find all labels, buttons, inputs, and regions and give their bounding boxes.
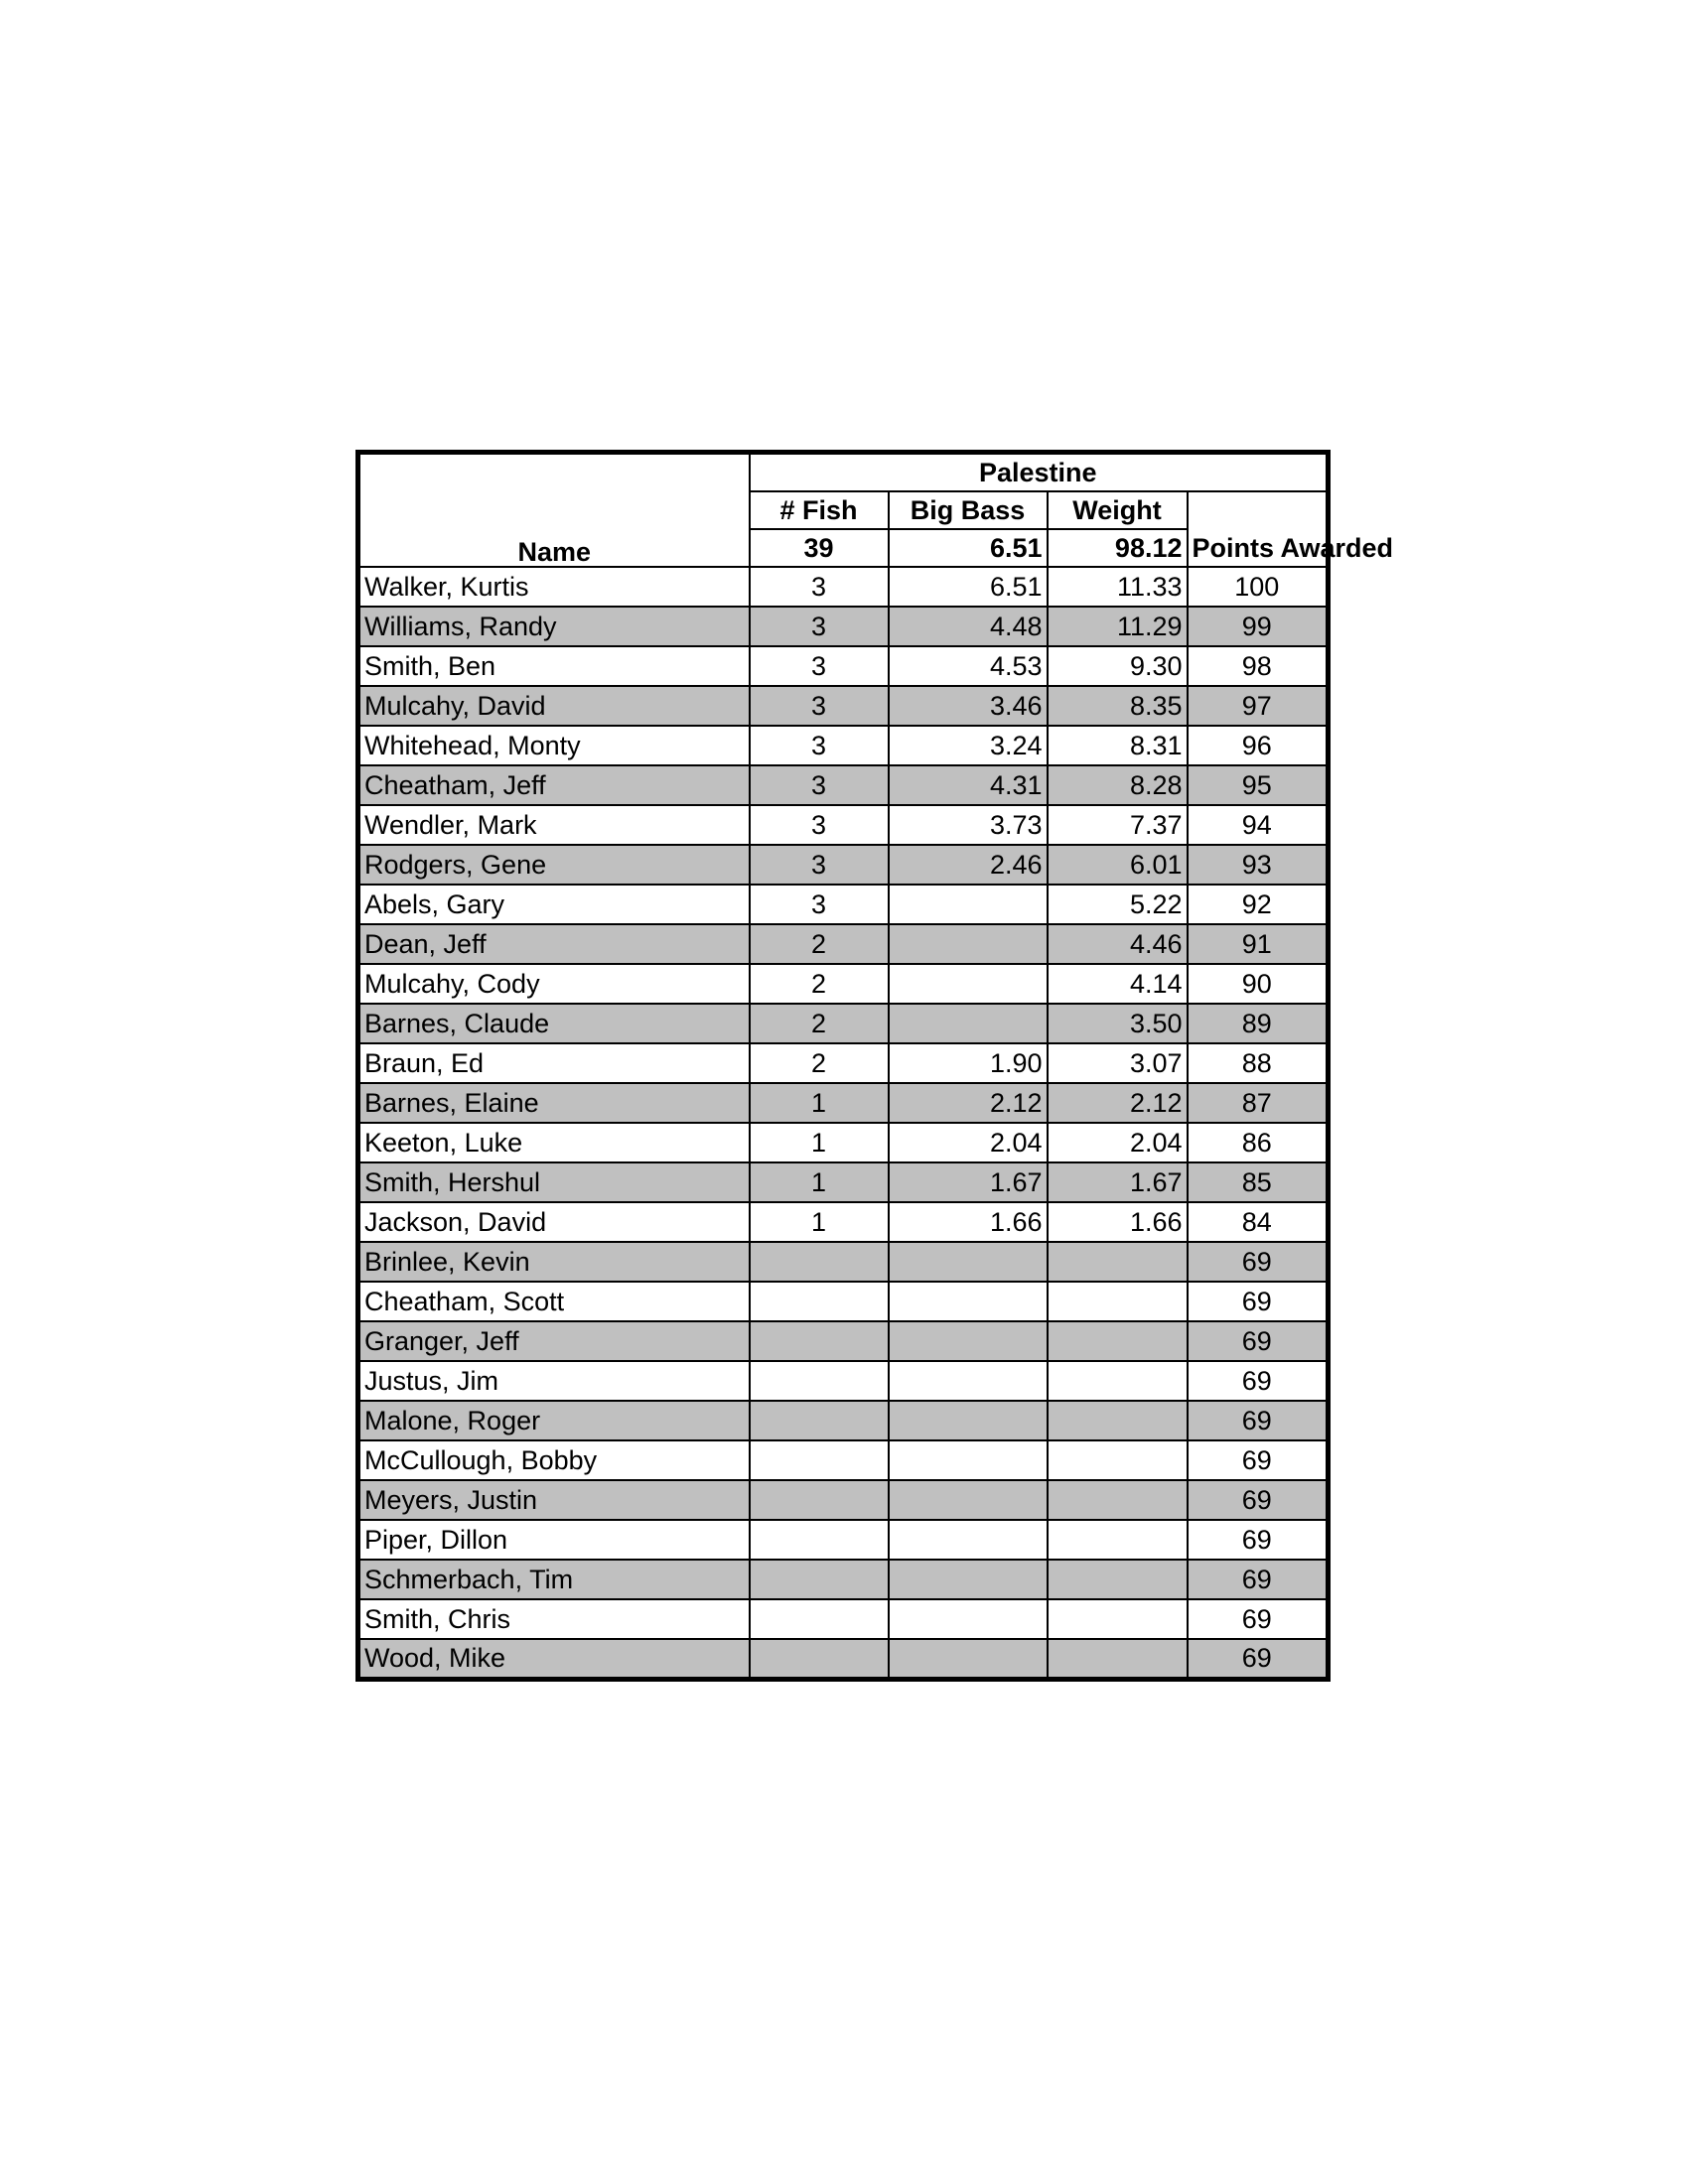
big-bass-cell: 2.12 [889, 1083, 1048, 1123]
weight-cell: 2.04 [1048, 1123, 1188, 1162]
weight-cell: 8.35 [1048, 686, 1188, 726]
fish-cell [750, 1639, 889, 1679]
table-row [358, 1401, 1329, 1440]
weight-cell: 11.29 [1048, 607, 1188, 646]
name-cell: Whitehead, Monty [358, 726, 750, 765]
weight-cell: 5.22 [1048, 885, 1188, 924]
weight-cell: 8.31 [1048, 726, 1188, 765]
big-bass-cell [889, 1282, 1048, 1321]
table-row [358, 1202, 1329, 1242]
results-table [355, 450, 1394, 1682]
header-row-lake [358, 453, 1329, 492]
weight-cell: 8.28 [1048, 765, 1188, 805]
table-row [358, 1123, 1329, 1162]
table-row [358, 1440, 1329, 1480]
points-cell: 100 [1188, 567, 1329, 607]
name-cell: Smith, Chris [358, 1599, 750, 1639]
big-bass-cell [889, 1639, 1048, 1679]
big-bass-total: 6.51 [889, 529, 1048, 567]
name-cell: Williams, Randy [358, 607, 750, 646]
big-bass-cell: 4.53 [889, 646, 1048, 686]
weight-cell [1048, 1440, 1188, 1480]
table-row [358, 1480, 1329, 1520]
big-bass-cell: 1.67 [889, 1162, 1048, 1202]
points-cell: 69 [1188, 1282, 1329, 1321]
name-column-header: Name [358, 453, 750, 568]
name-cell: Schmerbach, Tim [358, 1560, 750, 1599]
points-cell: 84 [1188, 1202, 1329, 1242]
big-bass-cell [889, 885, 1048, 924]
fish-cell: 3 [750, 646, 889, 686]
table-row [358, 646, 1329, 686]
weight-cell [1048, 1520, 1188, 1560]
weight-cell: 4.14 [1048, 964, 1188, 1004]
big-bass-cell: 3.73 [889, 805, 1048, 845]
points-cell: 69 [1188, 1560, 1329, 1599]
points-cell: 69 [1188, 1401, 1329, 1440]
points-cell: 69 [1188, 1361, 1329, 1401]
lake-group-header: Palestine [750, 453, 1329, 492]
big-bass-cell [889, 1242, 1048, 1282]
name-cell: Cheatham, Scott [358, 1282, 750, 1321]
big-bass-cell: 3.24 [889, 726, 1048, 765]
points-cell: 96 [1188, 726, 1329, 765]
big-bass-cell: 3.46 [889, 686, 1048, 726]
weight-total: 98.12 [1048, 529, 1188, 567]
weight-cell: 9.30 [1048, 646, 1188, 686]
points-cell: 88 [1188, 1043, 1329, 1083]
fish-cell [750, 1560, 889, 1599]
table-row [358, 1162, 1329, 1202]
weight-cell [1048, 1321, 1188, 1361]
big-bass-cell [889, 1004, 1048, 1043]
points-cell: 69 [1188, 1480, 1329, 1520]
name-cell: Malone, Roger [358, 1401, 750, 1440]
fish-cell: 3 [750, 686, 889, 726]
big-bass-cell [889, 1599, 1048, 1639]
name-cell: Cheatham, Jeff [358, 765, 750, 805]
name-cell: Jackson, David [358, 1202, 750, 1242]
table-row [358, 1083, 1329, 1123]
table-row [358, 845, 1329, 885]
big-bass-cell: 2.04 [889, 1123, 1048, 1162]
weight-cell [1048, 1361, 1188, 1401]
table-row [358, 1361, 1329, 1401]
big-bass-cell [889, 1480, 1048, 1520]
points-cell: 93 [1188, 845, 1329, 885]
big-bass-cell [889, 1520, 1048, 1560]
fish-cell: 3 [750, 885, 889, 924]
name-cell: Wood, Mike [358, 1639, 750, 1679]
points-cell: 99 [1188, 607, 1329, 646]
big-bass-cell [889, 1361, 1048, 1401]
table-row [358, 607, 1329, 646]
table-row [358, 885, 1329, 924]
points-cell: 86 [1188, 1123, 1329, 1162]
big-bass-cell: 1.66 [889, 1202, 1048, 1242]
fish-cell: 3 [750, 726, 889, 765]
table-header [358, 453, 1394, 568]
big-bass-cell [889, 1321, 1048, 1361]
points-cell: 69 [1188, 1639, 1329, 1679]
weight-cell [1048, 1401, 1188, 1440]
weight-cell: 11.33 [1048, 567, 1188, 607]
name-cell: Justus, Jim [358, 1361, 750, 1401]
table-row [358, 1560, 1329, 1599]
fish-cell [750, 1242, 889, 1282]
fish-cell: 2 [750, 924, 889, 964]
fish-cell: 1 [750, 1123, 889, 1162]
fish-cell [750, 1282, 889, 1321]
fish-cell [750, 1599, 889, 1639]
fish-cell [750, 1361, 889, 1401]
table-row [358, 924, 1329, 964]
points-cell: 97 [1188, 686, 1329, 726]
name-cell: Mulcahy, Cody [358, 964, 750, 1004]
name-cell: Wendler, Mark [358, 805, 750, 845]
big-bass-cell: 1.90 [889, 1043, 1048, 1083]
big-bass-cell [889, 1401, 1048, 1440]
fish-cell: 3 [750, 765, 889, 805]
weight-cell: 7.37 [1048, 805, 1188, 845]
name-cell: Braun, Ed [358, 1043, 750, 1083]
table-row [358, 1043, 1329, 1083]
weight-cell: 1.66 [1048, 1202, 1188, 1242]
points-cell: 69 [1188, 1520, 1329, 1560]
name-cell: Piper, Dillon [358, 1520, 750, 1560]
points-cell: 69 [1188, 1242, 1329, 1282]
fish-cell: 3 [750, 805, 889, 845]
table-row [358, 964, 1329, 1004]
big-bass-cell: 4.48 [889, 607, 1048, 646]
name-cell: Mulcahy, David [358, 686, 750, 726]
fish-cell: 2 [750, 1043, 889, 1083]
name-cell: Smith, Hershul [358, 1162, 750, 1202]
table-row [358, 1599, 1329, 1639]
name-cell: Abels, Gary [358, 885, 750, 924]
points-cell: 69 [1188, 1321, 1329, 1361]
fish-cell: 2 [750, 964, 889, 1004]
name-cell: Granger, Jeff [358, 1321, 750, 1361]
big-bass-cell: 6.51 [889, 567, 1048, 607]
name-cell: Brinlee, Kevin [358, 1242, 750, 1282]
points-cell: 98 [1188, 646, 1329, 686]
name-cell: Keeton, Luke [358, 1123, 750, 1162]
weight-cell [1048, 1242, 1188, 1282]
fish-cell: 3 [750, 845, 889, 885]
big-bass-cell [889, 1560, 1048, 1599]
fish-cell: 1 [750, 1202, 889, 1242]
weight-cell: 6.01 [1048, 845, 1188, 885]
fish-column-header: # Fish [750, 491, 889, 529]
weight-cell: 3.07 [1048, 1043, 1188, 1083]
fish-cell [750, 1480, 889, 1520]
weight-cell [1048, 1480, 1188, 1520]
name-cell: Walker, Kurtis [358, 567, 750, 607]
big-bass-cell: 2.46 [889, 845, 1048, 885]
points-cell: 94 [1188, 805, 1329, 845]
name-cell: Barnes, Claude [358, 1004, 750, 1043]
table-row [358, 765, 1329, 805]
name-cell: McCullough, Bobby [358, 1440, 750, 1480]
name-cell: Rodgers, Gene [358, 845, 750, 885]
weight-cell [1048, 1599, 1188, 1639]
points-cell: 91 [1188, 924, 1329, 964]
big-bass-column-header: Big Bass [889, 491, 1048, 529]
big-bass-cell: 4.31 [889, 765, 1048, 805]
fish-cell [750, 1401, 889, 1440]
table-row [358, 1242, 1329, 1282]
big-bass-cell [889, 924, 1048, 964]
table-body [358, 567, 1329, 1679]
table-row [358, 1321, 1329, 1361]
name-cell: Barnes, Elaine [358, 1083, 750, 1123]
points-cell: 92 [1188, 885, 1329, 924]
table-row [358, 1520, 1329, 1560]
weight-cell: 3.50 [1048, 1004, 1188, 1043]
points-cell: 95 [1188, 765, 1329, 805]
big-bass-cell [889, 964, 1048, 1004]
weight-cell [1048, 1560, 1188, 1599]
fish-cell: 1 [750, 1162, 889, 1202]
table-row [358, 1004, 1329, 1043]
fish-cell: 3 [750, 607, 889, 646]
big-bass-cell [889, 1440, 1048, 1480]
points-cell: 89 [1188, 1004, 1329, 1043]
weight-cell: 4.46 [1048, 924, 1188, 964]
fish-cell [750, 1440, 889, 1480]
name-cell: Dean, Jeff [358, 924, 750, 964]
points-cell: 69 [1188, 1599, 1329, 1639]
weight-column-header: Weight [1048, 491, 1188, 529]
fish-cell [750, 1321, 889, 1361]
points-column-header: Points Awarded [1188, 491, 1329, 567]
fish-cell [750, 1520, 889, 1560]
name-cell: Meyers, Justin [358, 1480, 750, 1520]
table-row [358, 1282, 1329, 1321]
points-cell: 87 [1188, 1083, 1329, 1123]
points-cell: 85 [1188, 1162, 1329, 1202]
table-row [358, 805, 1329, 845]
name-cell: Smith, Ben [358, 646, 750, 686]
weight-cell [1048, 1282, 1188, 1321]
weight-cell: 2.12 [1048, 1083, 1188, 1123]
weight-cell [1048, 1639, 1188, 1679]
fish-total: 39 [750, 529, 889, 567]
points-cell: 69 [1188, 1440, 1329, 1480]
fish-cell: 1 [750, 1083, 889, 1123]
table-row [358, 726, 1329, 765]
table-row [358, 567, 1329, 607]
points-cell: 90 [1188, 964, 1329, 1004]
table-row [358, 1639, 1329, 1679]
weight-cell: 1.67 [1048, 1162, 1188, 1202]
table-row [358, 686, 1329, 726]
fish-cell: 2 [750, 1004, 889, 1043]
fish-cell: 3 [750, 567, 889, 607]
